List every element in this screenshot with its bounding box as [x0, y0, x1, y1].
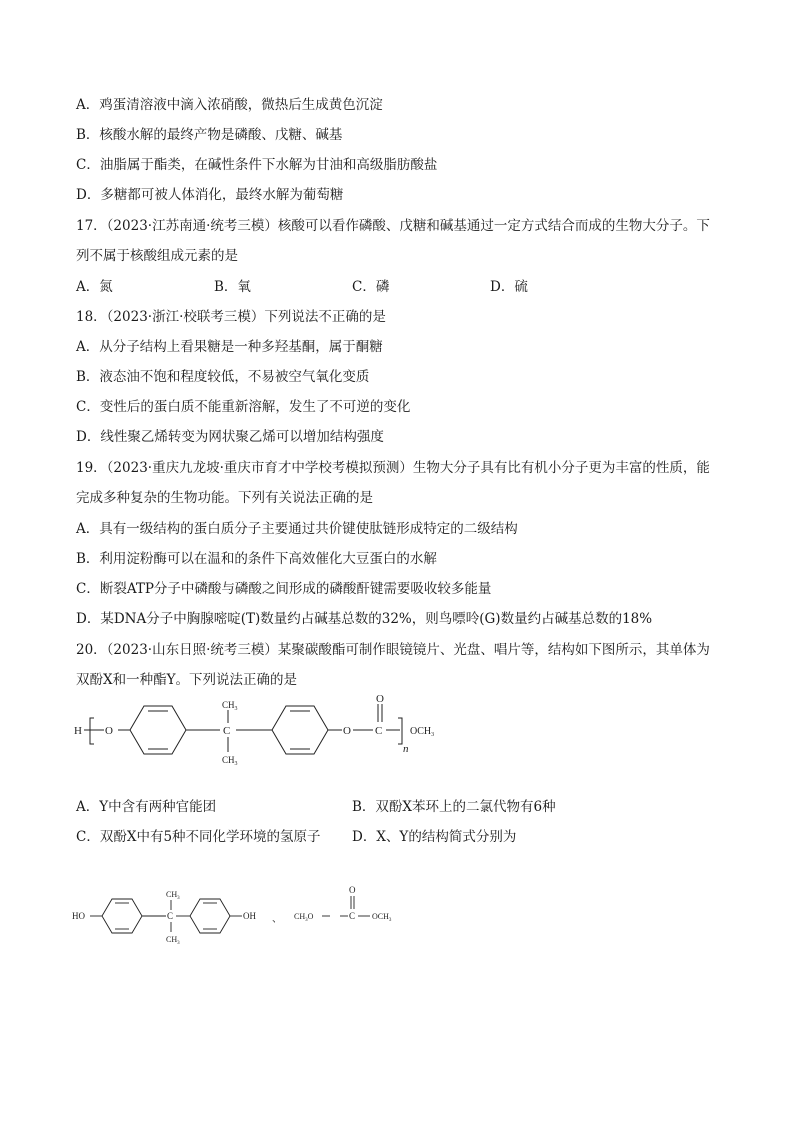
q17-option-b: B．氧: [214, 279, 251, 295]
q20-stem-line2: 双酚X和一种酯Y。下列说法正确的是: [76, 672, 298, 688]
polycarbonate-structure: [60, 690, 480, 790]
polymer-carbonyl-c: C: [375, 725, 383, 737]
polymer-ch3-bottom: $CH_3$: [222, 755, 238, 767]
ester-och3: $OCH_3$: [372, 912, 392, 923]
q16-option-c: C．油脂属于酯类，在碱性条件下水解为甘油和高级脂肪酸盐: [76, 157, 438, 173]
separator-comma: 、: [272, 914, 282, 925]
polymer-och3: $OCH_3$: [410, 726, 435, 738]
ester-ch3o: $CH_3O$: [294, 912, 314, 923]
q20-option-d: D．X、Y的结构简式分别为: [352, 829, 517, 845]
q20-option-c: C．双酚X中有5种不同化学环境的氢原子: [76, 829, 321, 845]
polymer-n-subscript: n: [403, 743, 409, 755]
ester-carbonyl-o: O: [349, 885, 356, 895]
q19-stem-line1: 19．（2023·重庆九龙坡·重庆市育才中学校考模拟预测）生物大分子具有比有机小分子更为丰富的性质，能: [76, 460, 710, 476]
q16-option-b: B．核酸水解的最终产物是磷酸、戊糖、碱基: [76, 127, 343, 143]
monomer-center-c: C: [167, 911, 174, 921]
q20-stem-line1: 20．（2023·山东日照·统考三模）某聚碳酸酯可制作眼镜镜片、光盘、唱片等，结构如下图所示，其单体为: [76, 642, 710, 658]
q16-option-d: D．多糖都可被人体消化，最终水解为葡萄糖: [76, 187, 344, 203]
polymer-carbonyl-o: O: [376, 693, 384, 705]
monomer-ch3-bottom: $CH_3$: [166, 935, 180, 946]
polymer-o2-label: O: [343, 725, 351, 737]
q16-option-a: A．鸡蛋清溶液中滴入浓硝酸，微热后生成黄色沉淀: [76, 97, 383, 113]
q20-option-a: A．Y中含有两种官能团: [76, 799, 217, 815]
q17-stem-line2: 列不属于核酸组成元素的是: [76, 248, 238, 264]
q20-option-b: B．双酚X苯环上的二氯代物有6种: [352, 799, 556, 815]
q19-option-b: B．利用淀粉酶可以在温和的条件下高效催化大豆蛋白的水解: [76, 551, 437, 567]
monomer-oh-label: OH: [243, 911, 256, 921]
ester-carbonyl-c: C: [349, 911, 356, 921]
q18-stem: 18．（2023·浙江·校联考三模）下列说法不正确的是: [76, 309, 386, 325]
polymer-h-label: H: [74, 725, 82, 737]
polymer-o1-label: O: [105, 725, 113, 737]
monomer-ho-label: HO: [72, 911, 85, 921]
q18-option-b: B．液态油不饱和程度较低，不易被空气氧化变质: [76, 369, 370, 385]
monomer-structures: [66, 880, 426, 960]
q19-stem-line2: 完成多种复杂的生物功能。下列有关说法正确的是: [76, 490, 373, 506]
monomer-ch3-top: $CH_3$: [166, 890, 180, 901]
q17-stem-line1: 17．（2023·江苏南通·统考三模）核酸可以看作磷酸、戊糖和碱基通过一定方式结合而成的生物大分子。下: [76, 218, 710, 234]
polymer-ch3-top: $CH_3$: [222, 700, 238, 712]
q18-option-d: D．线性聚乙烯转变为网状聚乙烯可以增加结构强度: [76, 429, 384, 445]
q19-option-d: D．某DNA分子中胸腺嘧啶(T)数量约占碱基总数的32%，则鸟嘌呤(G)数量约占碱基总数的18%: [76, 611, 653, 627]
q18-option-c: C．变性后的蛋白质不能重新溶解，发生了不可逆的变化: [76, 399, 411, 415]
q18-option-a: A．从分子结构上看果糖是一种多羟基酮，属于酮糖: [76, 339, 383, 355]
q17-option-a: A．氮: [76, 279, 113, 295]
q17-option-d: D．硫: [490, 279, 528, 295]
polymer-center-c: C: [223, 725, 231, 737]
q17-option-c: C．磷: [352, 279, 390, 295]
q19-option-a: A．具有一级结构的蛋白质分子主要通过共价键使肽链形成特定的二级结构: [76, 521, 518, 537]
q19-option-c: C．断裂ATP分子中磷酸与磷酸之间形成的磷酸酐键需要吸收较多能量: [76, 581, 492, 597]
